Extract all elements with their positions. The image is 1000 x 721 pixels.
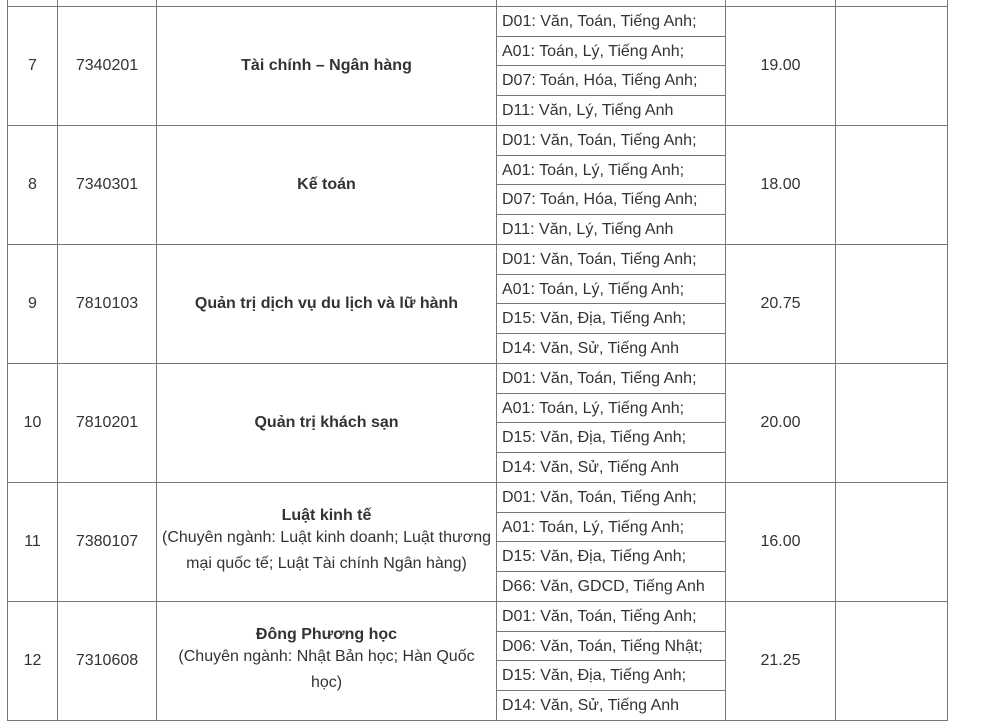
notes-cell: [836, 7, 948, 126]
subject-combination: [497, 0, 725, 6]
major-code: 7340201: [58, 7, 157, 126]
table-row: [8, 483, 948, 602]
notes-cell: [836, 602, 948, 721]
subject-combination: D66: Văn, GDCD, Tiếng Anh: [502, 577, 705, 595]
cutoff-score: 20.75: [726, 245, 836, 364]
subject-combinations: [497, 245, 726, 364]
subject-combination: A01: Toán, Lý, Tiếng Anh;: [497, 513, 725, 543]
subject-combination: D01: Văn, Toán, Tiếng Anh;: [497, 126, 725, 156]
cutoff-score: 18.00: [726, 126, 836, 245]
major-code: 7380107: [58, 483, 157, 602]
row-number: 9: [8, 245, 58, 364]
notes-cell: [836, 126, 948, 245]
major-specializations: (Chuyên ngành: Nhật Bản học; Hàn Quốc học): [178, 648, 475, 691]
major-name: Tài chính – Ngân hàng: [241, 57, 412, 74]
cutoff-score: 20.00: [726, 364, 836, 483]
subject-combination: D06: Văn, Toán, Tiếng Nhật;: [497, 632, 725, 662]
major-name-cell: [157, 483, 497, 602]
row-number: 12: [8, 602, 58, 721]
subject-combination: D15: Văn, Địa, Tiếng Anh;: [497, 423, 725, 453]
major-name-cell: [157, 602, 497, 721]
subject-combination: D15: Văn, Địa, Tiếng Anh;: [497, 304, 725, 334]
major-name: Đông Phương học: [255, 626, 398, 643]
table-row: [8, 364, 948, 483]
major-code: 7810103: [58, 245, 157, 364]
cutoff-score: 16.00: [726, 483, 836, 602]
major-specializations: (Chuyên ngành: Luật kinh doanh; Luật thương mại quốc tế; Luật Tài chính Ngân hàng): [162, 529, 491, 572]
major-code: 7810201: [58, 364, 157, 483]
table-row: [8, 245, 948, 364]
major-name-cell: [157, 7, 497, 126]
row-number: 10: [8, 364, 58, 483]
subject-combination: A01: Toán, Lý, Tiếng Anh;: [497, 275, 725, 305]
subject-combination: D01: Văn, Toán, Tiếng Anh;: [497, 602, 725, 632]
subject-combination: D15: Văn, Địa, Tiếng Anh;: [497, 661, 725, 691]
notes-cell: [836, 483, 948, 602]
subject-combination: D15: Văn, Địa, Tiếng Anh;: [497, 542, 725, 572]
subject-combination: D11: Văn, Lý, Tiếng Anh: [502, 101, 674, 119]
subject-combinations: [497, 602, 726, 721]
subject-combination: D07: Toán, Hóa, Tiếng Anh;: [497, 66, 725, 96]
subject-combinations: [497, 126, 726, 245]
subject-combination: A01: Toán, Lý, Tiếng Anh;: [497, 394, 725, 424]
major-name-cell: [157, 126, 497, 245]
subject-combination: D01: Văn, Toán, Tiếng Anh;: [497, 7, 725, 37]
notes-cell: [836, 245, 948, 364]
subject-combination: D14: Văn, Sử, Tiếng Anh: [502, 696, 680, 714]
row-number: 11: [8, 483, 58, 602]
subject-combinations: [497, 483, 726, 602]
subject-combination: D14: Văn, Sử, Tiếng Anh: [502, 458, 680, 476]
subject-combination: A01: Toán, Lý, Tiếng Anh;: [497, 37, 725, 67]
major-name: Quản trị khách sạn: [254, 414, 399, 431]
subject-combination: D11: Văn, Lý, Tiếng Anh: [502, 220, 674, 238]
major-name-cell: [157, 364, 497, 483]
cutoff-score: 19.00: [726, 7, 836, 126]
admission-scores-table: [7, 0, 948, 721]
subject-combinations: [497, 364, 726, 483]
subject-combination: D01: Văn, Toán, Tiếng Anh;: [497, 483, 725, 513]
table-row: [8, 7, 948, 126]
subject-combination: D14: Văn, Sử, Tiếng Anh: [502, 339, 680, 357]
major-name: Luật kinh tế: [281, 507, 372, 524]
subject-combination: D01: Văn, Toán, Tiếng Anh;: [497, 364, 725, 394]
major-name: Quản trị dịch vụ du lịch và lữ hành: [194, 295, 459, 312]
cutoff-score: 21.25: [726, 602, 836, 721]
major-name: Kế toán: [297, 176, 356, 193]
table-row: [8, 126, 948, 245]
subject-combination: A01: Toán, Lý, Tiếng Anh;: [497, 156, 725, 186]
subject-combinations: [497, 7, 726, 126]
subject-combination: D07: Toán, Hóa, Tiếng Anh;: [497, 185, 725, 215]
major-code: 7310608: [58, 602, 157, 721]
row-number: 8: [8, 126, 58, 245]
subject-combination: D01: Văn, Toán, Tiếng Anh;: [497, 245, 725, 275]
table-row: [8, 602, 948, 721]
major-name-cell: [157, 245, 497, 364]
notes-cell: [836, 364, 948, 483]
row-number: 7: [8, 7, 58, 126]
major-code: 7340301: [58, 126, 157, 245]
